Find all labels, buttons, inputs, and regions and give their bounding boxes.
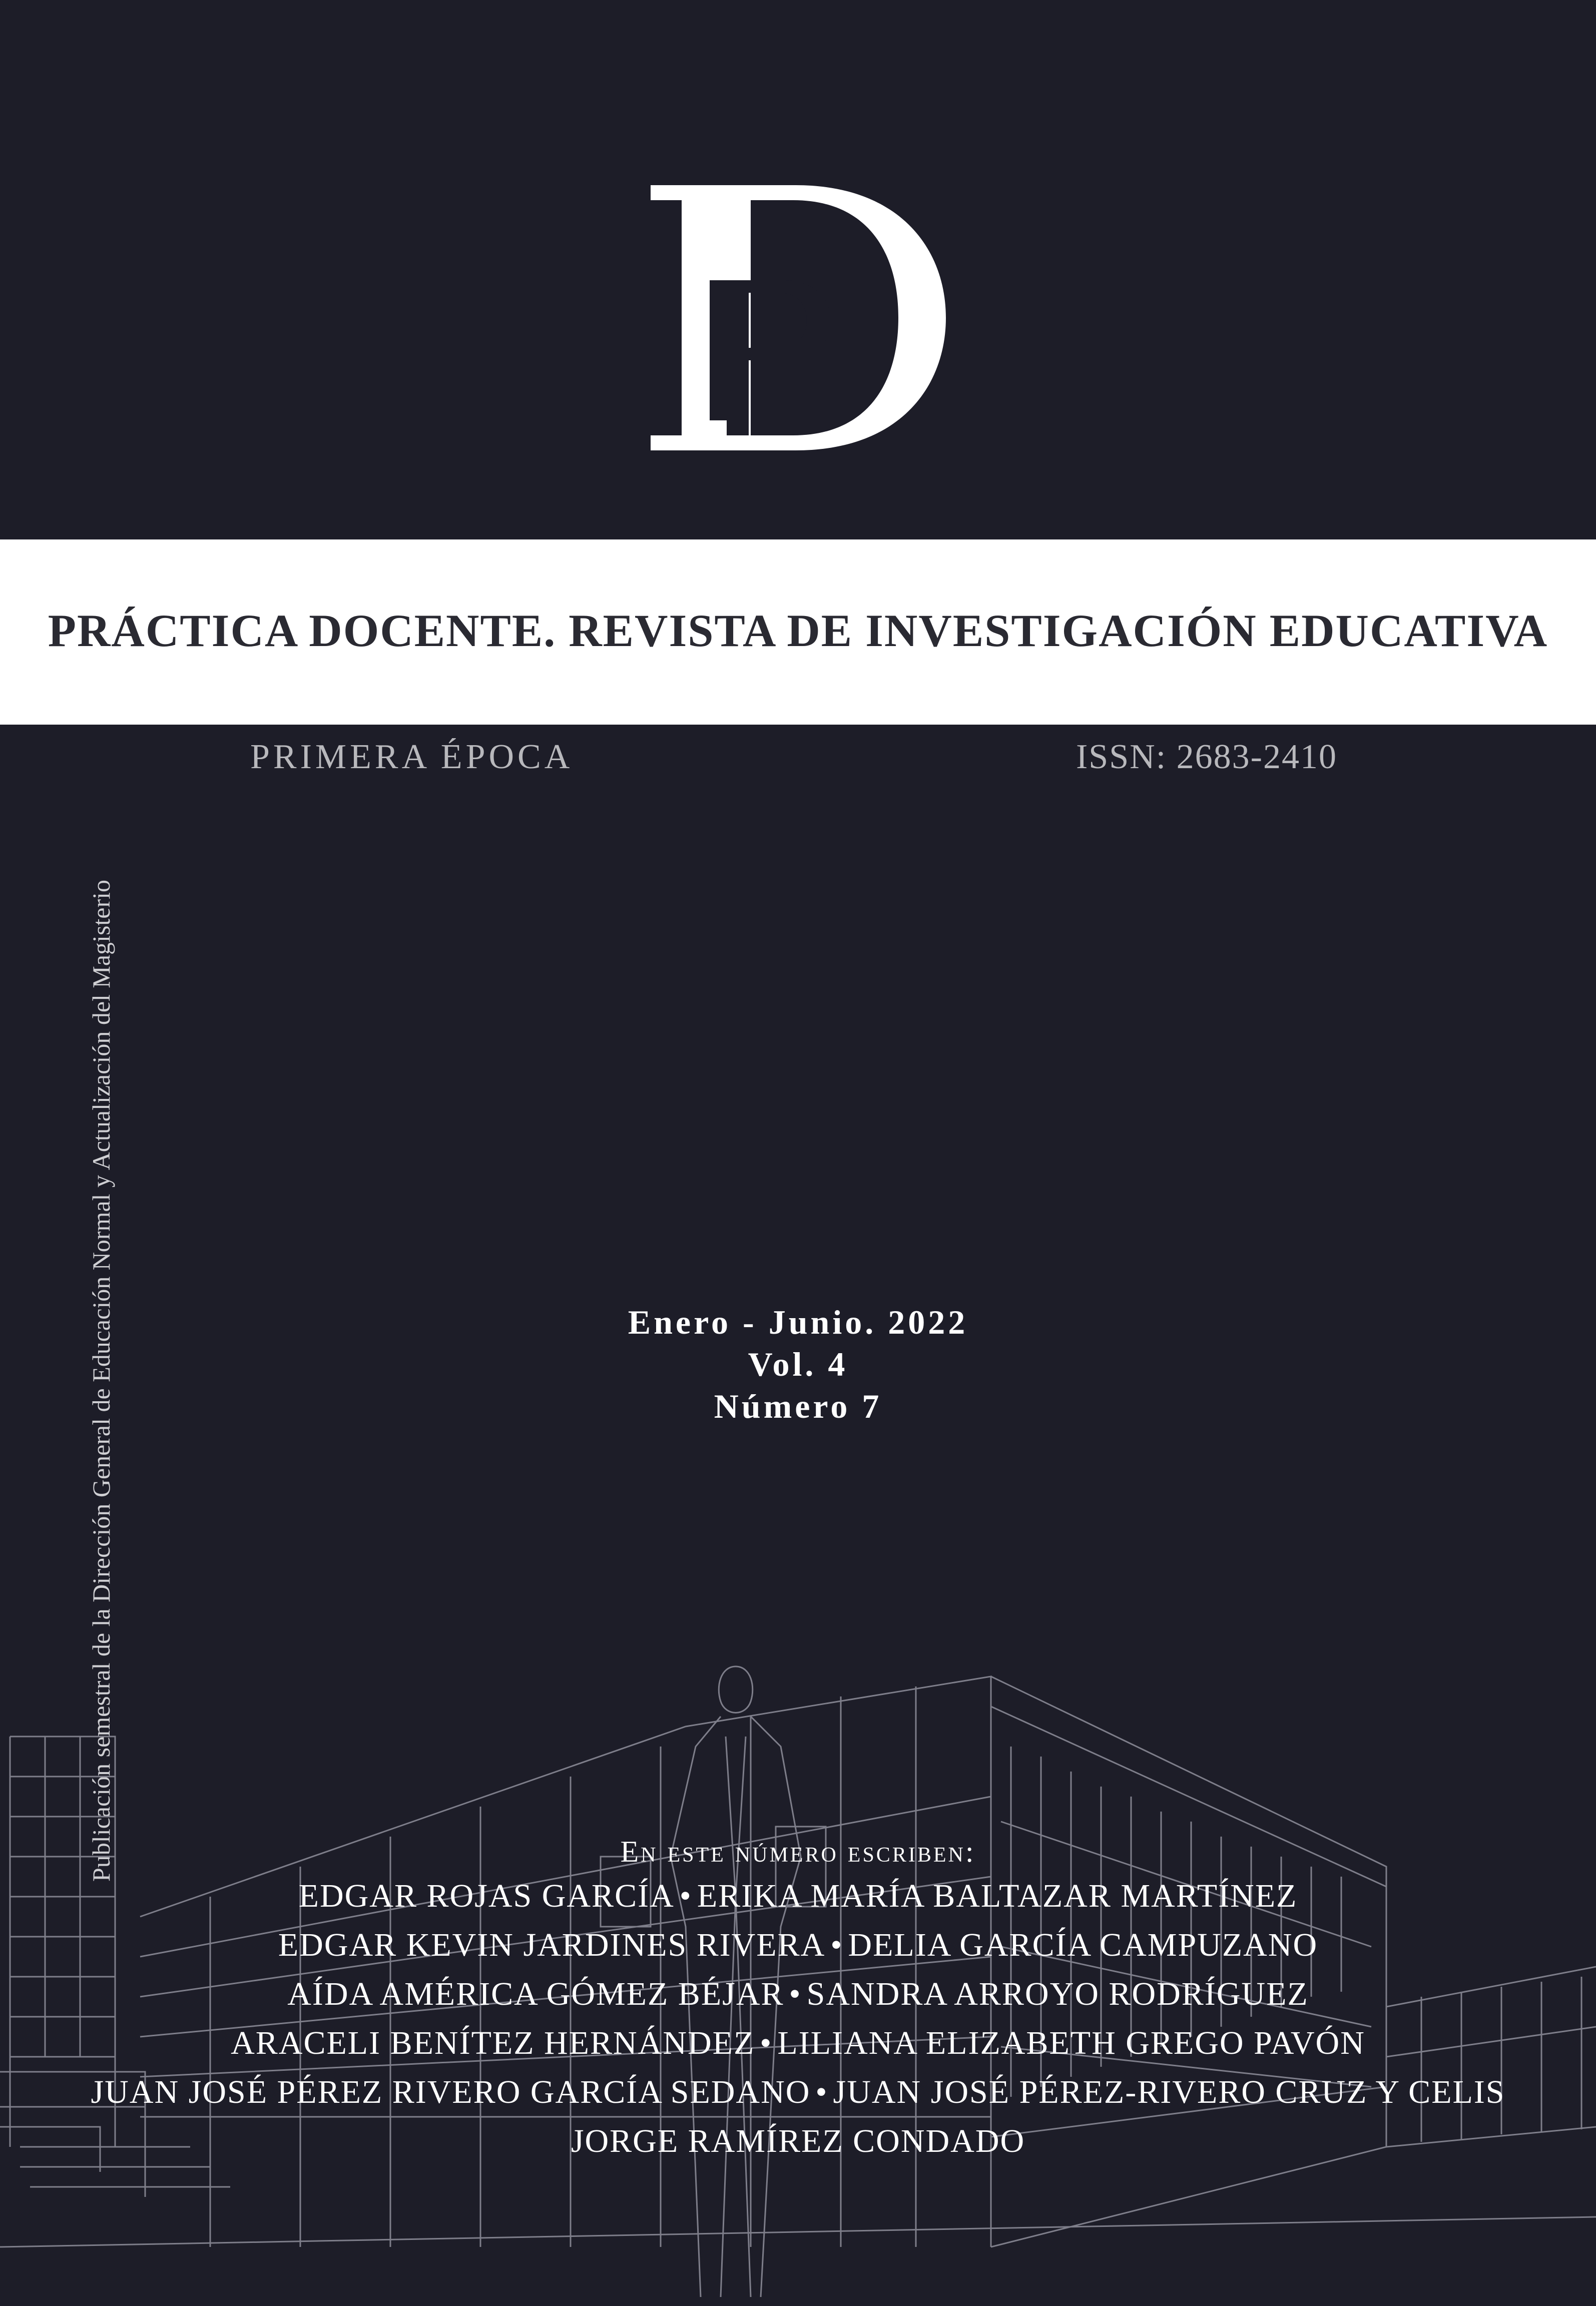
- separator-dot: •: [815, 2074, 828, 2110]
- issue-info: [0, 1301, 1596, 1427]
- separator-dot: •: [789, 1976, 802, 2012]
- publisher-side-text: Publicación semestral de la Dirección General de Educación Normal y Actualización del Magisterio: [87, 879, 115, 1882]
- issue-number: Número 7: [714, 1387, 882, 1425]
- author-name: SANDRA ARROYO RODRÍGUEZ: [806, 1976, 1309, 2012]
- epoca-label: PRIMERA ÉPOCA: [250, 738, 574, 776]
- separator-dot: •: [679, 1878, 692, 1914]
- author-line: [0, 1970, 1596, 2019]
- author-name: JUAN JOSÉ PÉREZ-RIVERO CRUZ Y CELIS: [833, 2074, 1505, 2110]
- ground-line: [0, 2217, 1596, 2247]
- author-line: [0, 2068, 1596, 2117]
- author-line: [0, 2117, 1596, 2166]
- dp-logo: [651, 185, 946, 450]
- author-line: [0, 1921, 1596, 1970]
- author-name: LILIANA ELIZABETH GREGO PAVÓN: [777, 2025, 1365, 2061]
- author-name: EDGAR KEVIN JARDINES RIVERA: [278, 1927, 826, 1963]
- author-name: ERIKA MARÍA BALTAZAR MARTÍNEZ: [697, 1878, 1298, 1914]
- separator-dot: •: [830, 1927, 843, 1963]
- contributors-section: [0, 1832, 1596, 2166]
- contributors-heading: En este número escriben:: [620, 1835, 976, 1868]
- separator-dot: •: [760, 2025, 773, 2061]
- author-name: DELIA GARCÍA CAMPUZANO: [848, 1927, 1318, 1963]
- author-name: JUAN JOSÉ PÉREZ RIVERO GARCÍA SEDANO: [91, 2074, 811, 2110]
- author-line: [0, 1872, 1596, 1921]
- author-name: EDGAR ROJAS GARCÍA: [298, 1878, 675, 1914]
- issue-period: Enero - Junio. 2022: [628, 1303, 968, 1341]
- author-name: AÍDA AMÉRICA GÓMEZ BÉJAR: [287, 1976, 784, 2012]
- issue-volume: Vol. 4: [748, 1345, 848, 1383]
- author-name: JORGE RAMÍREZ CONDADO: [571, 2123, 1025, 2159]
- author-name: ARACELI BENÍTEZ HERNÁNDEZ: [231, 2025, 755, 2061]
- author-line: [0, 2019, 1596, 2068]
- journal-title: PRÁCTICA DOCENTE. REVISTA DE INVESTIGACIÓN EDUCATIVA: [48, 605, 1548, 656]
- issn-label: ISSN: 2683-2410: [1076, 738, 1337, 776]
